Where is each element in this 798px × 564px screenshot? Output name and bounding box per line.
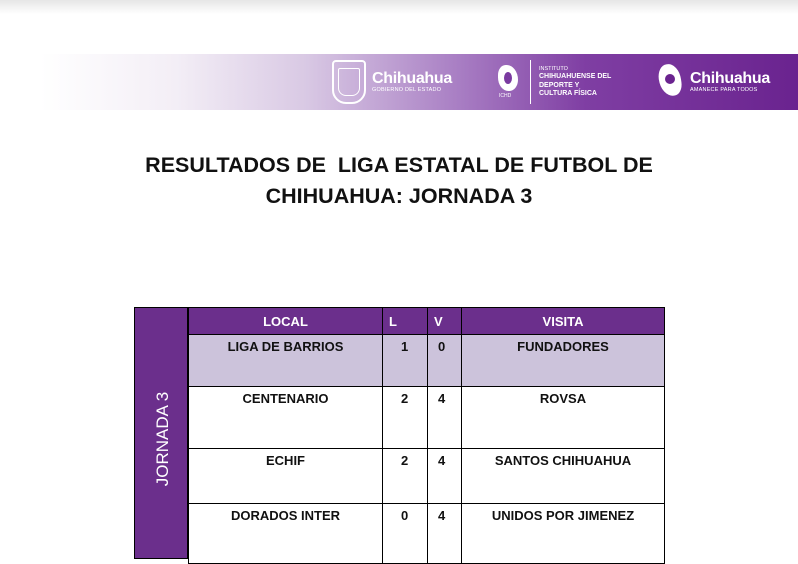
logo-chihuahua-subtitle: AMANECE PARA TODOS xyxy=(690,86,758,93)
cell-v: 4 xyxy=(428,449,462,504)
table-row xyxy=(189,449,665,504)
cell-v: 0 xyxy=(428,335,462,387)
top-shade xyxy=(0,0,798,14)
ichd-line-2: CHIHUAHUENSE DEL xyxy=(539,73,612,81)
ichd-line-3: DEPORTE Y xyxy=(539,81,580,89)
table-row xyxy=(189,335,665,387)
table-header-row xyxy=(189,308,665,335)
cell-local: LIGA DE BARRIOS xyxy=(189,335,383,387)
cell-visita: ROVSA xyxy=(462,387,665,449)
cell-v: 4 xyxy=(428,387,462,449)
state-shield-icon xyxy=(332,60,366,104)
header-visita: VISITA xyxy=(462,308,665,335)
logo-gobierno-subtitle: GOBIERNO DEL ESTADO xyxy=(372,86,442,93)
header-local: LOCAL xyxy=(189,308,383,335)
cell-local: CENTENARIO xyxy=(189,387,383,449)
header-l: L xyxy=(383,308,428,335)
logo-gobierno-del-estado xyxy=(332,54,452,110)
page-title: RESULTADOS DE LIGA ESTATAL DE FUTBOL DE CHIHUAHUA: JORNADA 3 xyxy=(145,153,653,208)
ichd-line-1: INSTITUTO xyxy=(539,66,568,73)
logo-ichd xyxy=(496,54,611,110)
logo-divider xyxy=(530,60,531,104)
cell-l: 1 xyxy=(383,335,428,387)
cell-visita: FUNDADORES xyxy=(462,335,665,387)
table-row xyxy=(189,504,665,564)
logo-chihuahua-name: Chihuahua xyxy=(690,69,770,87)
header-v: V xyxy=(428,308,462,335)
cell-local: DORADOS INTER xyxy=(189,504,383,564)
cell-visita: SANTOS CHIHUAHUA xyxy=(462,449,665,504)
cell-visita: UNIDOS POR JIMENEZ xyxy=(462,504,665,564)
table-row xyxy=(189,387,665,449)
jornada-side-label: JORNADA 3 xyxy=(153,391,172,487)
cell-l: 0 xyxy=(383,504,428,564)
ichd-map-icon xyxy=(496,65,520,99)
chihuahua-map-icon xyxy=(656,62,686,102)
cell-l: 2 xyxy=(383,387,428,449)
cell-local: ECHIF xyxy=(189,449,383,504)
logo-chihuahua-amanece xyxy=(656,54,770,110)
cell-v: 4 xyxy=(428,504,462,564)
logo-gobierno-name: Chihuahua xyxy=(372,69,452,87)
results-table xyxy=(188,307,665,564)
ichd-abbr: ICHD xyxy=(499,93,512,99)
ichd-line-4: CULTURA FÍSICA xyxy=(539,90,597,98)
cell-l: 2 xyxy=(383,449,428,504)
header-banner xyxy=(40,54,798,110)
